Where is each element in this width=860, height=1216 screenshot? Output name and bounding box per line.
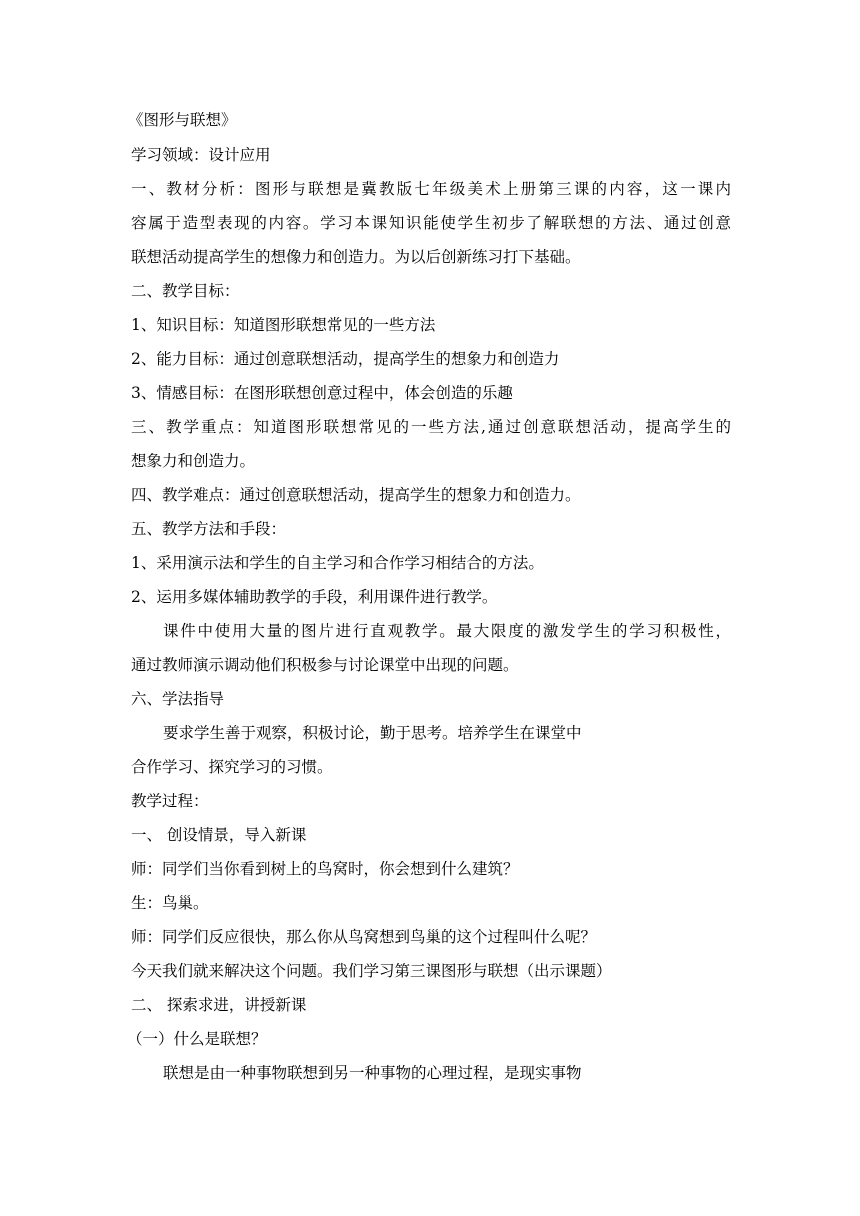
dialogue-line-teacher: 师：同学们反应很快，那么你从鸟窝想到鸟巢的这个过程叫什么呢？ xyxy=(131,928,597,946)
section-heading-difficulties: 四、教学难点：通过创意联想活动，提高学生的想象力和创造力。 xyxy=(131,486,581,504)
text-line: 今天我们就来解决这个问题。我们学习第三课图形与联想（出示课题） xyxy=(131,962,612,980)
subsection-heading: 二、 探索求进，讲授新课 xyxy=(131,996,307,1014)
subsection-heading-what-is-association: （一）什么是联想？ xyxy=(127,1030,267,1048)
text-line-indented: 课件中使用大量的图片进行直观教学。最大限度的激发学生的学习积极性， xyxy=(163,622,731,640)
text-line-material-analysis: 一、教材分析：图形与联想是冀教版七年级美术上册第三课的内容，这一课内 xyxy=(131,180,731,198)
section-heading-key-points: 三、教学重点：知道图形联想常见的一些方法,通过创意联想活动，提高学生的 xyxy=(131,418,731,436)
text-line-subject-area: 学习领域：设计应用 xyxy=(131,146,271,164)
text-line: 1、采用演示法和学生的自主学习和合作学习相结合的方法。 xyxy=(131,554,544,572)
text-line: 通过教师演示调动他们积极参与讨论课堂中出现的问题。 xyxy=(131,656,519,674)
dialogue-line-teacher: 师：同学们当你看到树上的鸟窝时，你会想到什么建筑？ xyxy=(131,860,519,878)
text-line: 2、运用多媒体辅助教学的手段，利用课件进行教学。 xyxy=(131,588,498,606)
section-heading-methods: 五、教学方法和手段： xyxy=(131,520,287,538)
text-line: 合作学习、探究学习的习惯。 xyxy=(131,758,333,776)
text-line: 2、能力目标：通过创意联想活动，提高学生的想象力和创造力 xyxy=(131,350,560,368)
text-line: 3、情感目标：在图形联想创意过程中，体会创造的乐趣 xyxy=(131,384,513,402)
section-heading-objectives: 二、教学目标： xyxy=(131,282,240,300)
section-heading-teaching-process: 教学过程： xyxy=(131,792,209,810)
text-line: 容属于造型表现的内容。学习本课知识能使学生初步了解联想的方法、通过创意 xyxy=(131,214,731,232)
subsection-heading: 一、 创设情景，导入新课 xyxy=(131,826,307,844)
document-title: 《图形与联想》 xyxy=(128,111,237,129)
dialogue-line-student: 生：鸟巢。 xyxy=(131,894,209,912)
text-line: 1、知识目标：知道图形联想常见的一些方法 xyxy=(131,316,436,334)
section-heading-study-guidance: 六、学法指导 xyxy=(131,690,225,708)
text-line-indented: 联想是由一种事物联想到另一种事物的心理过程，是现实事物 xyxy=(163,1064,582,1082)
text-line: 联想活动提高学生的想像力和创造力。为以后创新练习打下基础。 xyxy=(131,248,581,266)
text-line: 想象力和创造力。 xyxy=(131,452,256,470)
text-line-indented: 要求学生善于观察，积极讨论，勤于思考。培养学生在课堂中 xyxy=(163,724,582,742)
